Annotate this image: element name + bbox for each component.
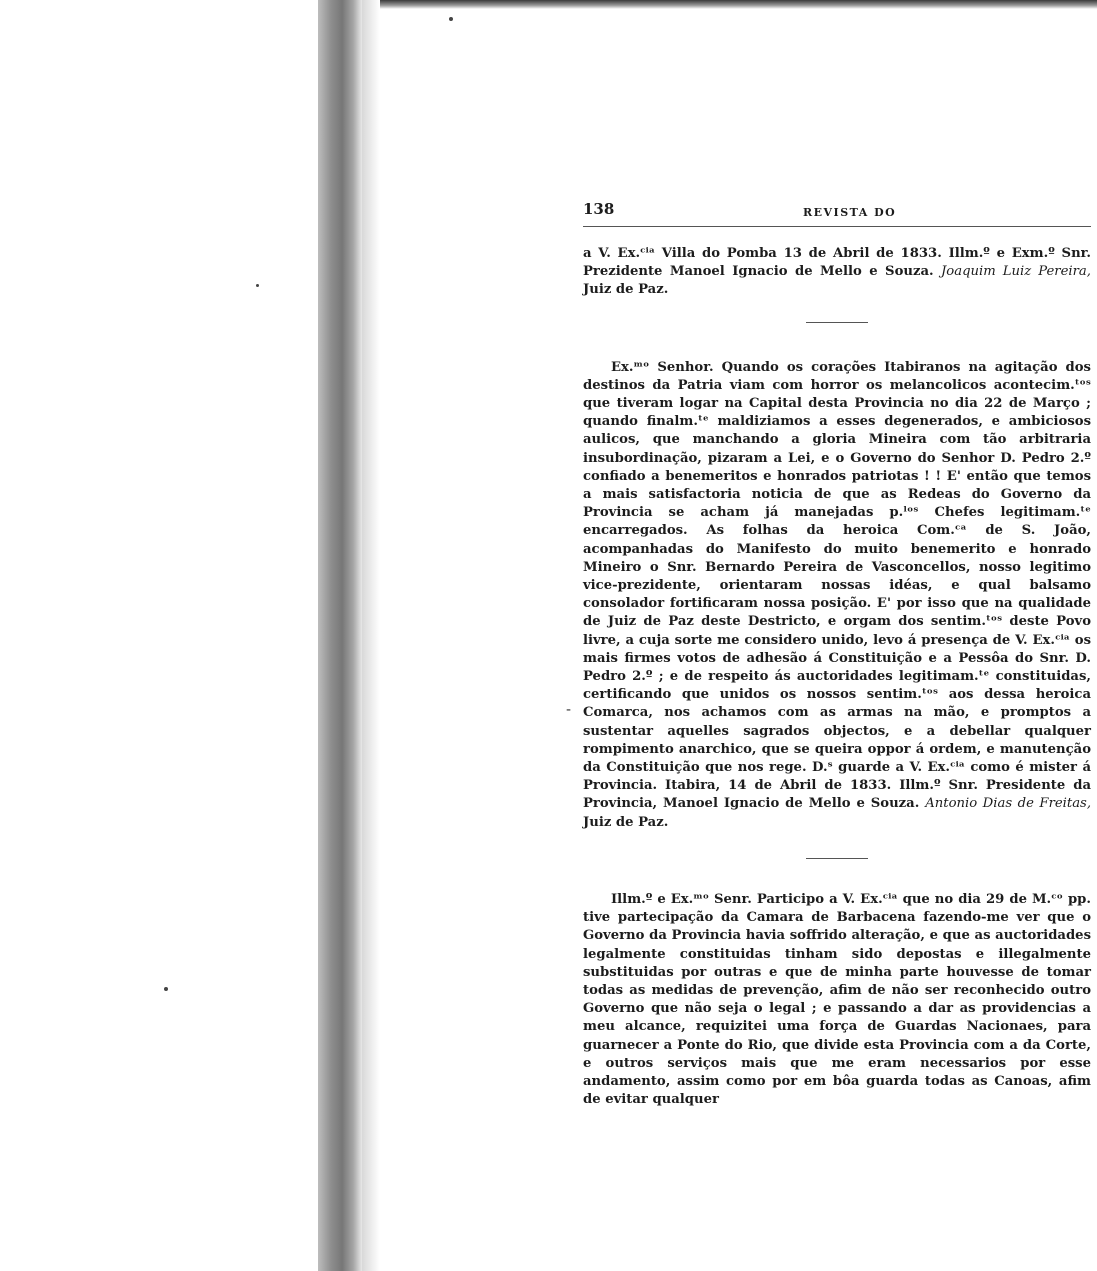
book-spine xyxy=(318,0,362,1271)
paragraph-2 xyxy=(583,359,1091,832)
page-header xyxy=(583,200,1091,227)
paragraph-3 xyxy=(583,891,1091,1109)
speck-mark xyxy=(164,987,168,991)
paragraph-2-text: Ex.ᵐᵒ Senhor. Quando os corações Itabiranos na agitação dos destinos da Patria viam com horror os melancolicos acontecim.ᵗᵒˢ que tiveram logar na Capital desta Provincia no dia 22 de Março ; quando finalm.ᵗᵉ maldiziamos a esses degenerados, e ambiciosos aulicos, que manchando a gloria Mineira com tão arbitraria insubordinação, pizaram a Lei, e o Governo do Senhor D. Pedro 2.º confiado a benemeritos e honrados patriotas ! ! E' então que temos a mais satisfactoria noticia de que as Redeas do Governo da Provincia se acham já manejadas p.ˡᵒˢ Chefes legitimam.ᵗᵉ encarregados. As folhas da heroica Com.ᶜᵃ de S. João, acompanhadas do Manifesto do muito benemerito e honrado Mineiro o Snr. Bernardo Pereira de Vasconcellos, nosso legitimo vice-prezidente, orientaram nossas idéas, e qual balsamo consolador fortificaram nossa posição. E' por isso que na qualidade de Juiz de Paz deste Destricto, e orgam dos sentim.ᵗᵒˢ deste Povo livre, a cuja sorte me considero unido, levo á presença de V. Ex.ᶜⁱᵃ os mais firmes votos de adhesão á Constituição e a Pessôa do Snr. D. Pedro 2.º ; e de respeito ás auctoridades legitimam.ᵗᵉ constituidas, certificando que unidos os nossos sentim.ᵗᵒˢ aos dessa heroica Comarca, nos achamos com as armas na mão, e promptos a sustentar aquelles sagrados objectos, e a debellar qualquer rompimento anarchico, que se queira oppor á ordem, e manutenção da Constituição que nos rege. D.ˢ guarde a V. Ex.ᶜⁱᵃ como é mister á Provincia. Itabira, 14 de Abril de 1833. Illm.º Snr. Presidente da Provincia, Manoel Ignacio de Mello e Souza. xyxy=(583,359,1091,812)
page-number: 138 xyxy=(583,200,615,218)
running-head: REVISTA DO xyxy=(803,206,897,219)
section-divider xyxy=(806,322,868,323)
paragraph-1 xyxy=(583,245,1091,300)
paragraph-1-text: a V. Ex.ᶜⁱᵃ Villa do Pomba 13 de Abril de 1833. Illm.º e Exm.º Snr. Prezidente Manoel Ignacio de Mello e Souza. xyxy=(583,246,1091,280)
speck-mark xyxy=(256,284,259,287)
paragraph-2-signature: Antonio Dias de Freitas, xyxy=(925,796,1092,812)
document-page xyxy=(583,200,1091,1109)
page-top-edge xyxy=(330,0,1097,9)
margin-mark: - xyxy=(566,702,572,718)
paragraph-1-closing: Juiz de Paz. xyxy=(583,282,669,298)
paragraph-3-text: Illm.º e Ex.ᵐᵒ Senr. Participo a V. Ex.ᶜⁱᵃ que no dia 29 de M.ᶜᵒ pp. tive partecipação da Camara de Barbacena fazendo-me ver que o Governo da Provincia havia soffrido alteração, e que as auctoridades legalmente constituidas tinham sido depostas e illegalmente substituidas por outras e que de minha parte houvesse de tomar todas as medidas de prevenção, afim de não ser reconhecido outro Governo que não seja o legal ; e passando a dar as providencias a meu alcance, requizitei uma força de Guardas Nacionaes, para guarnecer a Ponte do Rio, que divide esta Provincia com a da Corte, e outros serviços mais que me eram necessarios por esse andamento, assim como por em bôa guarda todas as Canoas, afim de evitar qualquer xyxy=(583,891,1091,1108)
paragraph-1-signature: Joaquim Luiz Pereira, xyxy=(941,264,1091,280)
paragraph-2-closing: Juiz de Paz. xyxy=(583,814,669,830)
section-divider xyxy=(806,858,868,859)
speck-mark xyxy=(449,17,453,21)
spine-shadow xyxy=(362,0,380,1271)
